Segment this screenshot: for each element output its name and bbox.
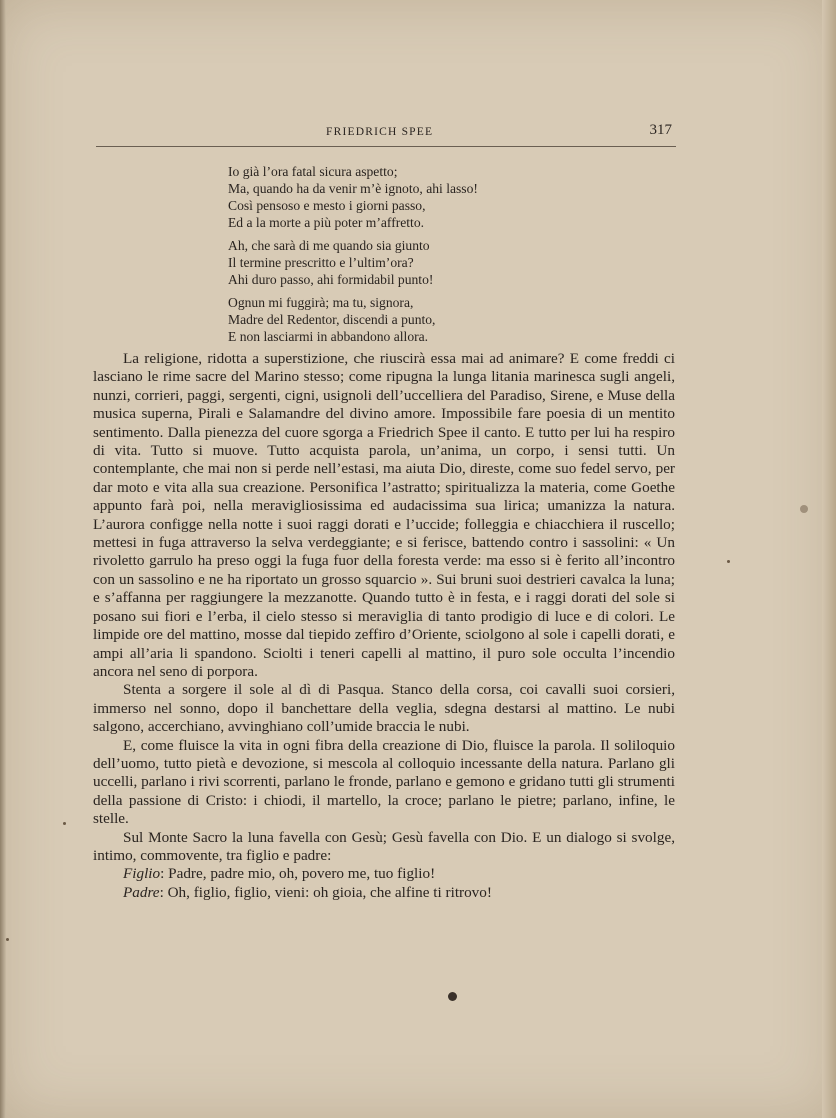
dialogue-line [93,865,675,883]
poem-line: Madre del Redentor, discendi a punto, [228,312,436,327]
ink-ornament-mark [448,992,457,1001]
running-head [96,122,676,147]
paragraph: Sul Monte Sacro la luna favella con Gesù; Gesù favella con Dio. E un dialogo si svolge, intimo, commovente, tra figlio e padre: [93,828,675,864]
paper-speck [727,560,730,563]
poem-stanza [228,294,608,345]
poem-line: Ognun mi fuggirà; ma tu, signora, [228,295,414,310]
dialogue-line [93,884,675,902]
poem-stanza [228,237,608,288]
poem-line: Ed a la morte a più poter m’affretto. [228,215,425,230]
poem-line: Io già l’ora fatal sicura aspetto; [228,164,398,179]
paragraph: E, come fluisce la vita in ogni fibra della creazione di Dio, fluisce la parola. Il soliloquio dell’uomo, tutto pietà e devozione, si mescola al colloquio incessante della natura. Parlano gli uccelli, parlano i rivi scorrenti, parlano le fronde, parlano e gemono e gridano tutti gli strumenti della passione di Cristo: i chiodi, il martello, la croce; parlano le pietre; parlano, infine, le stelle. [93,736,675,828]
paper-speck [6,938,9,941]
dialogue-text: : Padre, padre mio, oh, povero me, tuo figlio! [160,865,436,883]
running-title: FRIEDRICH SPEE [326,126,434,138]
poem [228,163,608,351]
poem-line: Il termine prescritto e l’ultim’ora? [228,255,414,270]
page-right-edge [822,0,836,1118]
dialogue-speaker: Padre [123,883,160,901]
body-text [93,350,675,902]
paragraph: Stenta a sorgere il sole al dì di Pasqua. Stanco della corsa, coi cavalli suoi corsieri, immerso nel sonno, dopo il banchettare della veglia, sdegna destarsi al mattino. Le nubi salgono, accerchiano, avvinghiano coll’umide braccia le nubi. [93,681,675,736]
dialogue-speaker: Figlio [123,865,161,883]
poem-line: Ahi duro passo, ahi formidabil punto! [228,272,434,287]
paper-speck [63,822,66,825]
poem-line: E non lasciarmi in abbandono allora. [228,329,429,344]
paragraph: La religione, ridotta a superstizione, che riuscirà essa mai ad animare? E come freddi ci lasciano le rime sacre del Marino stesso; come ripugna la lunga litania marinesca sugli angeli, nunzi, corrieri, paggi, sergenti, cigni, usignoli dell’uccelliera del Paradiso, Sirene, e Muse della musica superna, Pirali e Salamandre del divino amore. Impossibile fare poesia di un mentito sentimento. Dalla pienezza del cuore sgorga a Friedrich Spee il canto. E tutto per lui ha respiro di vita. Tutto si muove. Tutto acquista parola, un’anima, un corpo, i sensi tutti. Un contemplante, che mai non si perde nell’estasi, ma aiuta Dio, direste, come suo fedel servo, per dar moto e vita alla sua creazione. Personifica l’astratto; spiritualizza la materia, come Goethe appunto farà poi, nella meravigliosissima ed audacissima sua lirica; umanizza la natura. L’aurora configge nella notte i suoi raggi dorati e l’uccide; folleggia e chiacchiera il ruscello; mettesi in fuga attraverso la selva verdeggiante; e si ferisce, battendo contro i sassolini: « Un rivoletto garrulo ha preso oggi la fuga fuor della foresta verde: ma esso si è ferito all’incontro con un sassolino e ne ha riportato un grosso squarcio ». Sui bruni suoi destrieri cavalca la luna; e s’affanna per raggiungere la mezzanotte. Quando tutto è in festa, e i raggi dorati del sole si posano sui fiori e l’erba, il cielo stesso si meraviglia di tanto prodigio di luce e di colori. Le limpide ore del mattino, mosse dal tiepido zeffiro d’Oriente, sciolgono al sole i capelli dorati, e ampi all’aria li spandono. Sciolti i teneri capelli al mattino, il puro sole occulta l’incendio ancora nel seno di porpora. [93,350,675,680]
poem-line: Ma, quando ha da venir m’è ignoto, ahi lasso! [228,181,478,196]
poem-line: Ah, che sarà di me quando sia giunto [228,238,430,253]
dialogue-text: : Oh, figlio, figlio, vieni: oh gioia, che alfine ti ritrovo! [159,883,492,901]
poem-line: Così pensoso e mesto i giorni passo, [228,198,426,213]
page-left-edge [0,0,6,1118]
paper-speck [800,505,808,513]
poem-stanza [228,163,608,231]
page-number: 317 [649,122,672,138]
